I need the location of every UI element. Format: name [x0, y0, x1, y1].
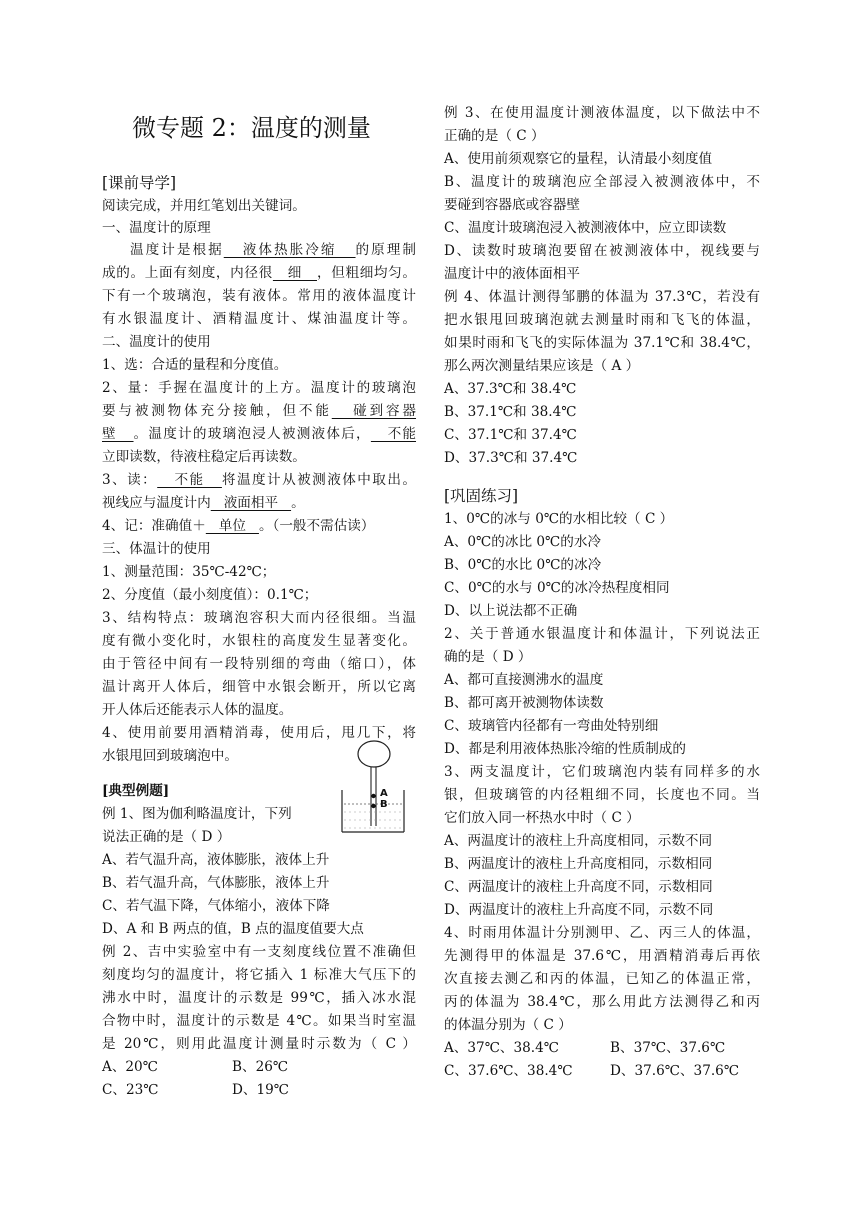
figure-label-b: B — [380, 799, 388, 810]
principle-line-2 — [102, 262, 416, 284]
blank-answer: 不能 — [370, 426, 417, 442]
example-4-option-d: D、37.3℃和 37.4℃ — [444, 450, 578, 466]
practice-q4-option-a: A、37℃、38.4℃ — [444, 1040, 559, 1056]
intro-text: 阅读完成，并用红笔划出关键词。 — [102, 198, 306, 214]
example-4-option-c: C、37.1℃和 37.4℃ — [444, 427, 577, 443]
example-3-option-b-line-2: 要碰到容器底或容器壁 — [444, 197, 580, 213]
text: 。（一般不需估读） — [258, 518, 375, 534]
principle-line-1 — [102, 239, 416, 261]
example-2-option-d: D、19℃ — [232, 1082, 289, 1098]
example-4-line-2: 把水银甩回玻璃泡就去测量时雨和飞飞的体温， — [444, 312, 760, 328]
example-3-option-c: C、温度计玻璃泡浸入被测液体中，应立即读数 — [444, 220, 727, 236]
example-1-option-d: D、A 和 B 两点的值，B 点的温度值要大点 — [102, 921, 364, 937]
fever-item-3-line-2: 度有微小变化时，水银柱的高度发生显著变化。 — [102, 633, 416, 649]
text: 将温度计从被测液体中取出。 — [221, 472, 416, 488]
example-2-option-a: A、20℃ — [102, 1059, 158, 1075]
practice-q1-option-c: C、0℃的水与 0℃的冰冷热程度相同 — [444, 580, 670, 596]
example-3-option-b-line-1: B、温度计的玻璃泡应全部浸入被测液体中，不 — [444, 174, 760, 190]
example-4-line-1: 例 4、体温计测得邹鹏的体温为 37.3℃，若没有 — [444, 289, 760, 305]
example-1-line-1: 例 1、图为伽利略温度计，下列 — [102, 806, 292, 822]
example-2-line-3: 沸水中时，温度计的示数是 99℃，插入冰水混 — [102, 990, 416, 1006]
example-4-option-b: B、37.1℃和 38.4℃ — [444, 404, 577, 420]
text: 4、记：准确值＋ — [102, 518, 206, 534]
example-2-line-5: 是 20℃，则用此温度计测量时示数为（ C ） — [102, 1036, 416, 1052]
principle-line-4: 有水银温度计、酒精温度计、煤油温度计等。 — [102, 311, 416, 327]
practice-q3-option-b: B、两温度计的液柱上升高度相同，示数相同 — [444, 856, 713, 872]
practice-q2-option-b: B、都可离开被测物体读数 — [444, 695, 604, 711]
text: 视线应与温度计内 — [102, 495, 211, 511]
practice-q2-option-c: C、玻璃管内径都有一弯曲处特别细 — [444, 718, 659, 734]
use-item-3-line-1 — [102, 469, 416, 491]
blank-answer: 单位 — [205, 518, 259, 534]
use-item-2-line-3 — [102, 423, 416, 445]
part1-title: 一、温度计的原理 — [102, 220, 211, 236]
text: 。 — [291, 495, 305, 511]
practice-q1-option-b: B、0℃的水比 0℃的冰冷 — [444, 557, 602, 573]
example-3-option-d-line-1: D、读数时玻璃泡要留在被测液体中，视线要与 — [444, 243, 760, 259]
example-4-line-4: 那么两次测量结果应该是（ A ） — [444, 358, 640, 374]
galileo-thermometer-diagram — [338, 740, 408, 834]
fever-item-4-line-2: 水银甩回到玻璃泡中。 — [102, 748, 238, 764]
practice-q4-line-4: 丙的体温为 38.4℃，那么用此方法测得乙和丙 — [444, 994, 760, 1010]
practice-heading: [巩固练习] — [444, 487, 519, 505]
practice-q4-line-3: 次直接去测乙和丙的体温，已知乙的体温正常， — [444, 971, 760, 987]
examples-heading: [典型例题] — [102, 783, 170, 799]
use-item-4 — [102, 515, 416, 537]
practice-q2-option-a: A、都可直接测沸水的温度 — [444, 672, 604, 688]
example-2-options-row-1 — [102, 1056, 416, 1078]
example-4-line-3: 如果时雨和飞飞的实际体温为 37.1℃和 38.4℃， — [444, 335, 760, 351]
use-item-2-line-4: 立即读数，待液柱稳定后再读数。 — [102, 449, 306, 465]
part3-title: 三、体温计的使用 — [102, 541, 211, 557]
practice-q2-line-1: 2、关于普通水银温度计和体温计，下列说法正 — [444, 626, 760, 642]
practice-q3-line-3: 它们放入同一杯热水中时（ C ） — [444, 810, 640, 826]
part2-title: 二、温度计的使用 — [102, 334, 211, 350]
practice-q1-option-d: D、以上说法都不正确 — [444, 603, 578, 619]
example-2-line-1: 例 2、吉中实验室中有一支刻度线位置不准确但 — [102, 944, 416, 960]
practice-q2-option-d: D、都是利用液体热胀冷缩的性质制成的 — [444, 741, 686, 757]
example-1-option-a: A、若气温升高，液体膨胀，液体上升 — [102, 852, 330, 868]
practice-q4-option-b: B、37℃、37.6℃ — [610, 1040, 726, 1056]
practice-q4-options-row-2 — [444, 1060, 760, 1082]
example-3-option-a: A、使用前须观察它的量程，认清最小刻度值 — [444, 151, 713, 167]
fever-item-1: 1、测量范围：35℃-42℃； — [102, 564, 276, 580]
practice-q3-line-1: 3、两支温度计，它们玻璃泡内装有同样多的水 — [444, 764, 760, 780]
fever-item-4-line-1: 4、使用前要用酒精消毒，使用后，甩几下，将 — [102, 725, 416, 741]
text: 温度计是根据 — [130, 242, 224, 258]
use-item-3-line-2 — [102, 492, 416, 514]
fever-item-3-line-5: 开人体后还能表示人体的温度。 — [102, 702, 293, 718]
blank-answer: 碰到容器 — [331, 403, 417, 419]
fever-item-3-line-4: 温计离开人体后，细管中水银会断开，所以它离 — [102, 679, 416, 695]
practice-q1-option-a: A、0℃的冰比 0℃的水冷 — [444, 534, 602, 550]
page-title: 微专题 2：温度的测量 — [132, 114, 371, 142]
example-4-option-a: A、37.3℃和 38.4℃ — [444, 381, 577, 397]
text: 的原理制 — [355, 242, 417, 258]
practice-q4-options-row-1 — [444, 1037, 760, 1059]
use-item-1: 1、选：合适的量程和分度值。 — [102, 357, 288, 373]
example-2-option-b: B、26℃ — [232, 1059, 289, 1075]
text: 。温度计的玻璃泡浸人被测液体后， — [133, 426, 371, 442]
blank-answer: 壁 — [102, 426, 134, 442]
text: 成的。上面有刻度，内径很 — [102, 265, 273, 281]
practice-q3-line-2: 银，但玻璃管的内径粗细不同，长度也不同。当 — [444, 787, 760, 803]
example-1-option-c: C、若气温下降，气体缩小，液体下降 — [102, 898, 330, 914]
practice-q4-line-5: 的体温分别为（ C ） — [444, 1017, 572, 1033]
practice-q4-option-c: C、37.6℃、38.4℃ — [444, 1063, 573, 1079]
practice-q1: 1、0℃的冰与 0℃的水相比较（ C ） — [444, 511, 674, 527]
practice-q3-option-c: C、两温度计的液柱上升高度不同，示数相同 — [444, 879, 713, 895]
use-item-2-line-2 — [102, 400, 416, 422]
example-2-options-row-2 — [102, 1079, 416, 1101]
text: ，但粗细均匀。 — [316, 265, 417, 281]
example-2-option-c: C、23℃ — [102, 1082, 159, 1098]
practice-q2-line-2: 确的是（ D ） — [444, 649, 532, 665]
fever-item-2: 2、分度值（最小刻度值）：0.1℃； — [102, 587, 318, 603]
example-2-line-2: 刻度均匀的温度计，将它插入 1 标准大气压下的 — [102, 967, 416, 983]
blank-answer: 液面相平 — [210, 495, 292, 511]
practice-q3-option-a: A、两温度计的液柱上升高度相同，示数不同 — [444, 833, 713, 849]
text: 要与被测物体充分接触，但不能 — [102, 403, 332, 419]
practice-q4-line-2: 先测得甲的体温是 37.6℃，用酒精消毒后再依 — [444, 948, 760, 964]
practice-q4-line-1: 4、时雨用体温计分别测甲、乙、丙三人的体温， — [444, 925, 760, 941]
example-1-line-2: 说法正确的是（ D ） — [102, 829, 231, 845]
blank-answer: 液体热胀冷缩 — [223, 242, 356, 258]
example-3-option-d-line-2: 温度计中的液体面相平 — [444, 266, 580, 282]
example-3-line-2: 正确的是（ C ） — [444, 128, 545, 144]
example-2-line-4: 合物中时，温度计的示数是 4℃。如果当时室温 — [102, 1013, 416, 1029]
text: 3、读： — [102, 472, 158, 488]
principle-line-3: 下有一个玻璃泡，装有液体。常用的液体温度计 — [102, 288, 416, 304]
practice-q3-option-d: D、两温度计的液柱上升高度不同，示数不同 — [444, 902, 714, 918]
pre-section-heading: [课前导学] — [102, 174, 177, 192]
fever-item-3-line-3: 由于管径中间有一段特别细的弯曲（缩口），体 — [102, 656, 416, 672]
fever-item-3-line-1: 3、结构特点：玻璃泡容积大而内径很细。当温 — [102, 610, 416, 626]
example-3-line-1: 例 3、在使用温度计测液体温度，以下做法中不 — [444, 105, 760, 121]
blank-answer: 细 — [272, 265, 317, 281]
figure-label-a: A — [380, 788, 388, 799]
practice-q4-option-d: D、37.6℃、37.6℃ — [610, 1063, 740, 1079]
example-1-option-b: B、若气温升高，气体膨胀，液体上升 — [102, 875, 330, 891]
use-item-2-line-1: 2、量：手握在温度计的上方。温度计的玻璃泡 — [102, 380, 416, 396]
blank-answer: 不能 — [157, 472, 222, 488]
